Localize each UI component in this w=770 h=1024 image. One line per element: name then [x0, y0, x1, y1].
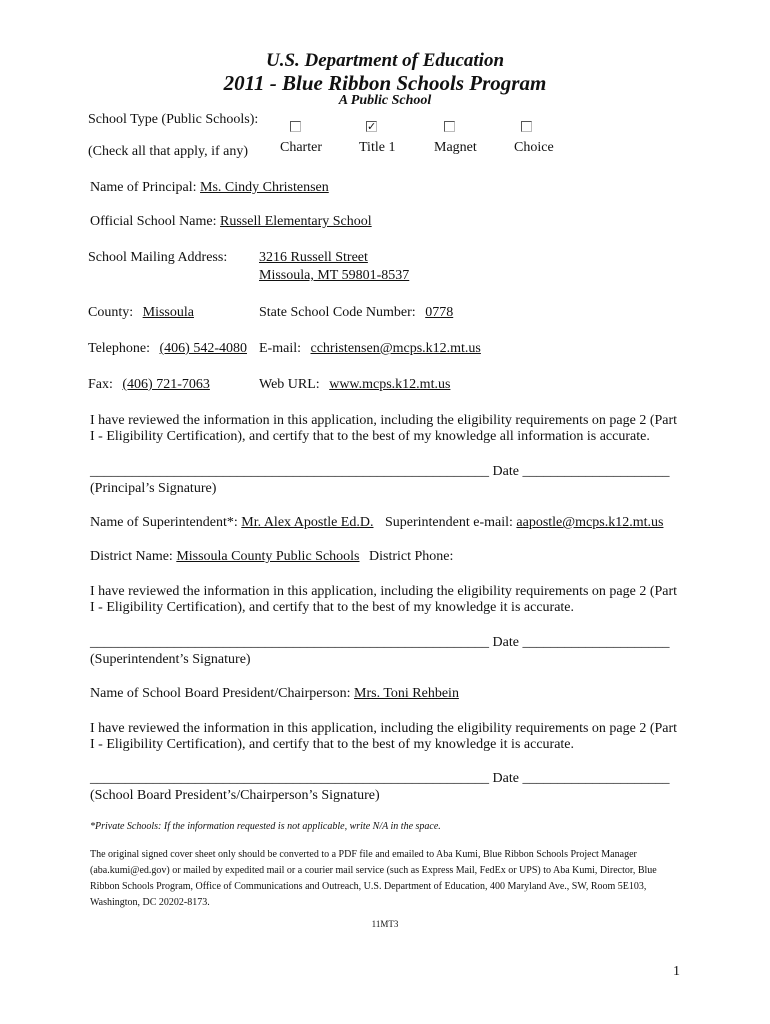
option-title1: Title 1 [359, 140, 396, 155]
superintendent-signature-line[interactable]: _________________________________________________________ [90, 635, 489, 650]
fax-row [88, 377, 210, 393]
program-title: 2011 - Blue Ribbon Schools Program [223, 71, 547, 95]
school-name-label: Official School Name: [90, 214, 217, 229]
state-code-label: State School Code Number: [259, 305, 416, 320]
charter-checkbox[interactable] [290, 121, 301, 132]
superintendent-email-label: Superintendent e-mail: [384, 515, 513, 530]
school-name-row [90, 214, 372, 230]
county-label: County: [88, 305, 134, 320]
web-row [259, 377, 450, 393]
option-choice: Choice [514, 140, 554, 155]
email-value[interactable]: cchristensen@mcps.k12.mt.us [310, 341, 481, 356]
principal-certification: I have reviewed the information in this application, including the eligibility requirements on page 2 (Part I - Eligibility Certification), and certify that to the best of my knowledge all information is accurate. [90, 413, 678, 444]
choice-checkbox[interactable] [521, 121, 532, 132]
title1-checkbox[interactable] [366, 121, 377, 132]
email-label: E-mail: [259, 341, 301, 356]
district-value[interactable]: Missoula County Public Schools [176, 549, 360, 564]
board-signature-caption: (School Board President’s/Chairperson’s Signature) [90, 788, 380, 803]
principal-row [90, 180, 329, 196]
principal-value[interactable]: Ms. Cindy Christensen [200, 180, 329, 195]
school-type-hint: (Check all that apply, if any) [88, 144, 249, 159]
form-code: 11MT3 [371, 919, 399, 929]
magnet-checkbox[interactable] [444, 121, 455, 132]
email-row [259, 341, 481, 357]
superintendent-value[interactable]: Mr. Alex Apostle Ed.D. [241, 515, 374, 530]
web-value[interactable]: www.mcps.k12.mt.us [329, 377, 451, 392]
superintendent-email-value[interactable]: aapostle@mcps.k12.mt.us [516, 515, 664, 530]
county-value[interactable]: Missoula [142, 305, 194, 320]
principal-label: Name of Principal: [90, 180, 197, 195]
board-value[interactable]: Mrs. Toni Rehbein [354, 686, 459, 701]
board-row [90, 686, 459, 702]
address-line2[interactable]: Missoula, MT 59801-8537 [259, 268, 410, 283]
fax-value[interactable]: (406) 721-7063 [122, 377, 210, 392]
telephone-value[interactable]: (406) 542-4080 [159, 341, 247, 356]
board-date-line[interactable]: _____________________ [522, 771, 670, 786]
fax-label: Fax: [88, 377, 113, 392]
superintendent-date-line[interactable]: _____________________ [522, 635, 670, 650]
address-label: School Mailing Address: [88, 250, 228, 265]
web-label: Web URL: [259, 377, 320, 392]
principal-date-line[interactable]: _____________________ [522, 464, 670, 479]
option-magnet: Magnet [434, 140, 477, 155]
principal-signature-row [90, 464, 669, 480]
superintendent-signature-caption: (Superintendent’s Signature) [90, 652, 251, 667]
district-row [90, 549, 453, 565]
option-charter: Charter [280, 140, 322, 155]
agency-title: U.S. Department of Education [265, 50, 505, 71]
superintendent-certification: I have reviewed the information in this application, including the eligibility requirements on page 2 (Part I - Eligibility Certification), and certify that to the best of my knowledge it is accurate. [90, 584, 678, 615]
private-schools-note: *Private Schools: If the information requested is not applicable, write N/A in the space. [90, 821, 441, 832]
state-code-value[interactable]: 0778 [425, 305, 454, 320]
board-signature-line[interactable]: _________________________________________________________ [90, 771, 489, 786]
principal-signature-line[interactable]: _________________________________________________________ [90, 464, 489, 479]
school-name-value[interactable]: Russell Elementary School [220, 214, 372, 229]
address-line1[interactable]: 3216 Russell Street [259, 250, 368, 265]
school-type-label: School Type (Public Schools): [88, 112, 259, 127]
submission-instructions: The original signed cover sheet only should be converted to a PDF file and emailed to Aba Kumi, Blue Ribbon Schools Project Manager (aba.kumi@ed.gov) or mailed by expedited mail or a courier mail service (such as Express Mail, FedEx or UPS) to Aba Kumi, Director, Blue Ribbon Schools Program, Office of Communications and Outreach, U.S. Department of Education, 400 Maryland Ave., SW, Room 5E103, Washington, DC 20202-8173. [90, 849, 657, 908]
telephone-label: Telephone: [88, 341, 150, 356]
county-row [88, 305, 194, 321]
district-phone-label: District Phone: [369, 549, 454, 564]
superintendent-label: Name of Superintendent*: [90, 515, 238, 530]
principal-signature-caption: (Principal’s Signature) [90, 481, 217, 496]
check-mark-icon: ✓ [367, 120, 377, 133]
superintendent-signature-row [90, 635, 669, 651]
superintendent-row [90, 515, 663, 531]
board-certification: I have reviewed the information in this application, including the eligibility requirements on page 2 (Part I - Eligibility Certification), and certify that to the best of my knowledge it is accurate. [90, 721, 678, 752]
date-label: Date [492, 635, 519, 650]
state-code-row [259, 305, 453, 321]
school-kind: A Public School [338, 93, 432, 108]
telephone-row [88, 341, 247, 357]
board-label: Name of School Board President/Chairperson: [90, 686, 351, 701]
page-number: 1 [673, 964, 680, 979]
date-label: Date [492, 771, 519, 786]
date-label: Date [492, 464, 519, 479]
board-signature-row [90, 771, 669, 787]
district-label: District Name: [90, 549, 173, 564]
